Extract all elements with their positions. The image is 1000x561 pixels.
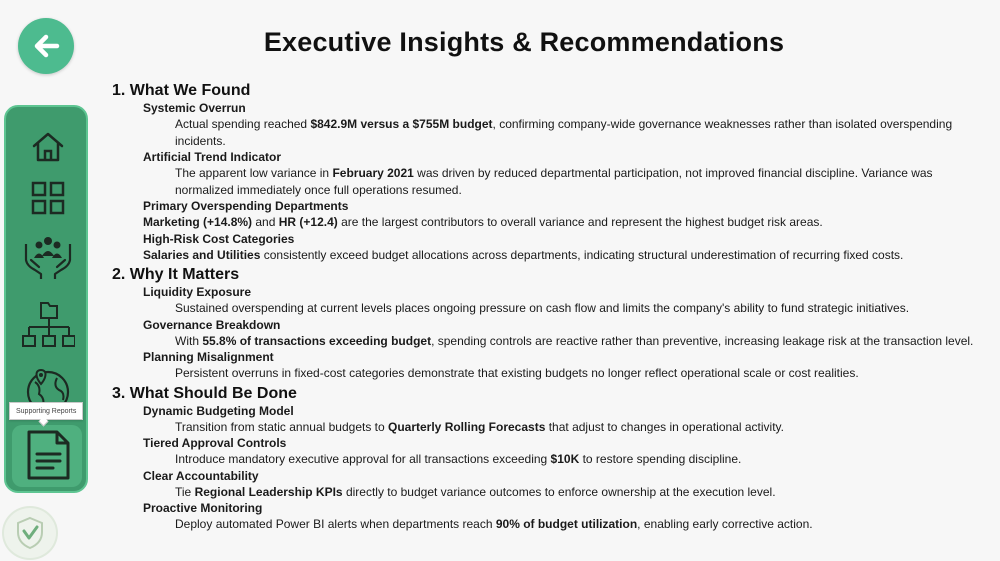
back-button[interactable] [18,18,74,74]
insight-title: Clear Accountability [143,468,259,483]
nav-tooltip: Supporting Reports [9,402,83,420]
section-heading: 2. Why It Matters [112,266,240,283]
insight-description [175,419,980,436]
body-text: directly to budget variance outcomes to enforce ownership at the execution level. [342,484,776,499]
highlight-text: $842.9M versus a $755M budget [310,117,493,131]
grid-icon [30,180,66,216]
insights-content [112,79,980,533]
org-chart-icon [21,300,75,354]
body-text: Persistent overruns in fixed-cost categories demonstrate that existing budgets no longer reflect operational scale or cost realities. [175,366,859,380]
insight-description [175,365,980,382]
body-text: Sustained overspending at current levels places ongoing pressure on cash flow and limits the company's ability to fund strategic initiatives. [175,301,910,315]
section-heading: 1. What We Found [112,82,251,99]
body-text: was driven by reduced departmental participation, not improved financial discipline. Variance was normalized immediately once full operations resumed. [175,166,933,197]
insight-description [175,516,980,533]
insight-title: Liquidity Exposure [143,285,252,299]
body-text: , enabling early corrective action. [637,517,813,531]
body-text: consistently exceed budget allocations across departments, indicating structural underestimation of recurring fixed costs. [260,247,904,262]
insight-title: Proactive Monitoring [143,501,263,515]
home-icon [30,129,66,165]
body-text: Actual spending reached [175,117,311,131]
insight-description [143,214,980,231]
page-title: Executive Insights & Recommendations [263,27,785,57]
body-text: Deploy automated Power BI alerts when departments reach [175,517,496,531]
insight-title: Artificial Trend Indicator [143,150,282,164]
insight-title: Planning Misalignment [143,350,274,364]
arrow-left-icon [31,31,61,61]
nav-people[interactable] [18,233,78,281]
document-icon [25,429,71,481]
highlight-text: Salaries and Utilities [143,247,261,262]
highlight-text: 55.8% of transactions exceeding budget [202,333,432,348]
nav-home[interactable] [18,127,78,167]
insight-title: Dynamic Budgeting Model [143,403,294,418]
nav-supporting-reports[interactable] [18,427,78,483]
insight-title: Tiered Approval Controls [143,436,287,450]
highlight-text: Marketing (+14.8%) [143,215,253,229]
body-text: Transition from static annual budgets to [175,419,388,434]
body-text: that adjust to changes in operational activity. [545,419,784,434]
body-text: to restore spending discipline. [579,452,742,466]
insight-description [175,300,980,317]
shield-logo-icon [15,516,45,550]
body-text: With [175,333,203,348]
insight-title: High-Risk Cost Categories [143,231,295,246]
highlight-text: Regional Leadership KPIs [194,484,343,499]
body-text: , confirming company-wide governance weaknesses rather than isolated overspending incidents. [175,117,953,148]
highlight-text: HR (+12.4) [278,215,338,229]
body-text: and [252,215,279,229]
body-text: Introduce mandatory executive approval for all transactions exceeding [175,452,551,466]
section-heading: 3. What Should Be Done [112,384,297,402]
insight-description [175,484,980,501]
sidebar-nav [4,105,88,493]
insight-description [175,333,980,350]
insight-description [175,165,980,198]
insight-description [175,116,980,149]
body-text: are the largest contributors to overall variance and represent the highest budget risk areas. [337,215,823,229]
company-logo [2,506,58,560]
body-text: , spending controls are reactive rather than preventive, increasing leakage risk at the transaction level. [431,333,974,348]
insight-title: Systemic Overrun [143,101,246,115]
nav-overview[interactable] [18,178,78,218]
highlight-text: 90% of budget utilization [495,517,638,531]
insight-description [143,247,980,264]
people-hands-icon [23,234,73,280]
insight-description [175,451,980,468]
insight-title: Primary Overspending Departments [143,199,349,213]
highlight-text: Quarterly Rolling Forecasts [388,419,546,434]
nav-structure[interactable] [18,299,78,355]
body-text: The apparent low variance in [175,166,333,180]
body-text: Tie [175,484,195,499]
insight-title: Governance Breakdown [143,317,281,332]
highlight-text: February 2021 [332,166,414,180]
highlight-text: $10K [550,452,580,466]
